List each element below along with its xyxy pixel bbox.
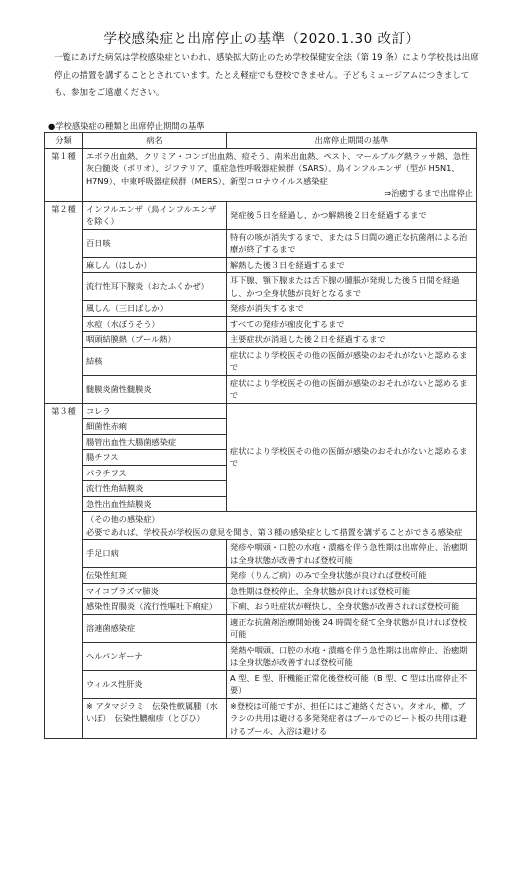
table-row: [45, 642, 477, 670]
class3-period: 症状により学校医その他の医師が感染のおそれがないと認めるまで: [227, 403, 477, 512]
period-text: A 型、E 型、肝機能正常化後登校可能（B 型、C 型は出席停止不要）: [227, 670, 477, 698]
disease-name: 風しん（三日ばしか）: [83, 301, 227, 317]
disease-name: パラチフス: [83, 465, 227, 481]
period-text: ※登校は可能ですが、担任にはご連絡ください。タオル、櫛、ブラシの共用は避ける多発発症者はプールでのビート板の共用は避けるプール、入浴は避ける: [227, 698, 477, 739]
disease-name: 溶連菌感染症: [83, 614, 227, 642]
table-caption: ●学校感染症の種類と出席停止期間の基準: [48, 121, 205, 131]
table-header-row: [45, 133, 477, 149]
disease-name: 腸管出血性大腸菌感染症: [83, 434, 227, 450]
period-text: 症状により学校医その他の医師が感染のおそれがないと認めるまで: [227, 375, 477, 403]
table-row: [45, 614, 477, 642]
period-text: 適正な抗菌剤治療開始後 24 時間を経て全身状態が良ければ登校可能: [227, 614, 477, 642]
disease-name: ※ アタマジラミ 伝染性軟属腫（水いぼ） 伝染性膿痂疹（とびひ）: [83, 698, 227, 739]
disease-name: 腸チフス: [83, 450, 227, 466]
disease-name: 伝染性紅斑: [83, 568, 227, 584]
disease-name: 急性出血性結膜炎: [83, 496, 227, 512]
disease-name: 感染性胃腸炎（流行性嘔吐下痢症）: [83, 599, 227, 615]
table-row: [45, 375, 477, 403]
disease-table: [44, 132, 477, 739]
table-row: [45, 316, 477, 332]
table-row: [45, 257, 477, 273]
period-text: 主要症状が消退した後２日を経過するまで: [227, 332, 477, 348]
disease-name: 流行性角結膜炎: [83, 481, 227, 497]
table-row: [45, 698, 477, 739]
disease-name: 結核: [83, 347, 227, 375]
table-row: [45, 583, 477, 599]
disease-name: 百日咳: [83, 229, 227, 257]
table-row: [45, 568, 477, 584]
disease-name: 流行性耳下腺炎（おたふくかぜ）: [83, 273, 227, 301]
period-text: すべての発疹が痂皮化するまで: [227, 316, 477, 332]
table-row: [45, 229, 477, 257]
class1-row: [45, 148, 477, 201]
table-row: [45, 332, 477, 348]
period-text: 発疹や咽頭・口腔の水疱・潰瘍を伴う急性期は出席停止、治癒期は全身状態が改善すれば登校可能: [227, 540, 477, 568]
disease-name: 髄膜炎菌性髄膜炎: [83, 375, 227, 403]
disease-name: 細菌性赤痢: [83, 419, 227, 435]
period-text: 急性期は登校停止、全身状態が良ければ登校可能: [227, 583, 477, 599]
period-text: 発熱や咽頭、口腔の水疱・潰瘍を伴う急性期は出席停止、治癒期は全身状態が改善すれば登校可能: [227, 642, 477, 670]
table-row: [45, 670, 477, 698]
other-infections-row: [45, 512, 477, 540]
disease-name: 咽頭結膜熱（プール熱）: [83, 332, 227, 348]
header-disease: 病名: [83, 133, 227, 149]
period-text: 発症後５日を経過し、かつ解熱後２日を経過するまで: [227, 201, 477, 229]
class1-diseases: エボラ出血熱、クリミア・コンゴ出血熱、痘そう、南米出血熱、ペスト、マールブルグ熱ラッサ熱、急性灰白髄炎（ポリオ）、ジフテリア、重症急性呼吸器症候群（SARS）、鳥インフルエンザ（型が H5N1、H7N9）、中東呼吸器症候群（MERS）、新型コロナウイルス感染症: [86, 150, 470, 186]
table-row: [45, 347, 477, 375]
class1-period: ⇒治癒するまで出席停止: [384, 188, 473, 198]
disease-name: 手足口病: [83, 540, 227, 568]
disease-name: マイコプラズマ肺炎: [83, 583, 227, 599]
table-row: [45, 301, 477, 317]
period-text: 特有の咳が消失するまで、または５日間の適正な抗菌剤による治療が終了するまで: [227, 229, 477, 257]
period-text: 下痢、おう吐症状が軽快し、全身状態が改善されれば登校可能: [227, 599, 477, 615]
header-category: 分類: [45, 133, 83, 149]
table-row: [45, 599, 477, 615]
table-row: [45, 273, 477, 301]
page-title: 学校感染症と出席停止の基準（2020.1.30 改訂）: [103, 31, 420, 47]
class2-label: 第２種: [45, 201, 83, 403]
intro-paragraph: 一覧にあげた病気は学校感染症といわれ、感染拡大防止のため学校保健安全法（第 19 条）により学校長は出席停止の措置を講ずることとされています。たとえ軽症でも登校できません。子どもミュージアムにつきましても、参加をご遠慮ください。: [54, 53, 479, 98]
other-infections-heading: （その他の感染症）: [86, 514, 160, 524]
period-text: 発疹（りんご病）のみで全身状態が良ければ登校可能: [227, 568, 477, 584]
table-row: [45, 403, 477, 419]
period-text: 耳下腺、顎下腺または舌下腺の腫脹が発現した後５日間を経過し、かつ全身状態が良好となるまで: [227, 273, 477, 301]
period-text: 発疹が消失するまで: [227, 301, 477, 317]
other-infections-note: 必要であれば、学校長が学校医の意見を聞き、第３種の感染症として措置を講ずることができる感染症: [86, 526, 463, 537]
disease-name: コレラ: [83, 403, 227, 419]
table-row: [45, 201, 477, 229]
header-period: 出席停止期間の基準: [227, 133, 477, 149]
class1-cell: [83, 148, 477, 201]
period-text: 症状により学校医その他の医師が感染のおそれがないと認めるまで: [227, 347, 477, 375]
class3-label: 第３種: [45, 403, 83, 739]
class1-label: 第１種: [45, 148, 83, 201]
disease-name: ウィルス性肝炎: [83, 670, 227, 698]
disease-name: 水痘（水ぼうそう）: [83, 316, 227, 332]
other-infections-cell: [83, 512, 477, 540]
period-text: 解熱した後３日を経過するまで: [227, 257, 477, 273]
table-row: [45, 540, 477, 568]
disease-name: ヘルパンギーナ: [83, 642, 227, 670]
disease-name: 麻しん（はしか）: [83, 257, 227, 273]
disease-name: インフルエンザ（鳥インフルエンザを除く）: [83, 201, 227, 229]
